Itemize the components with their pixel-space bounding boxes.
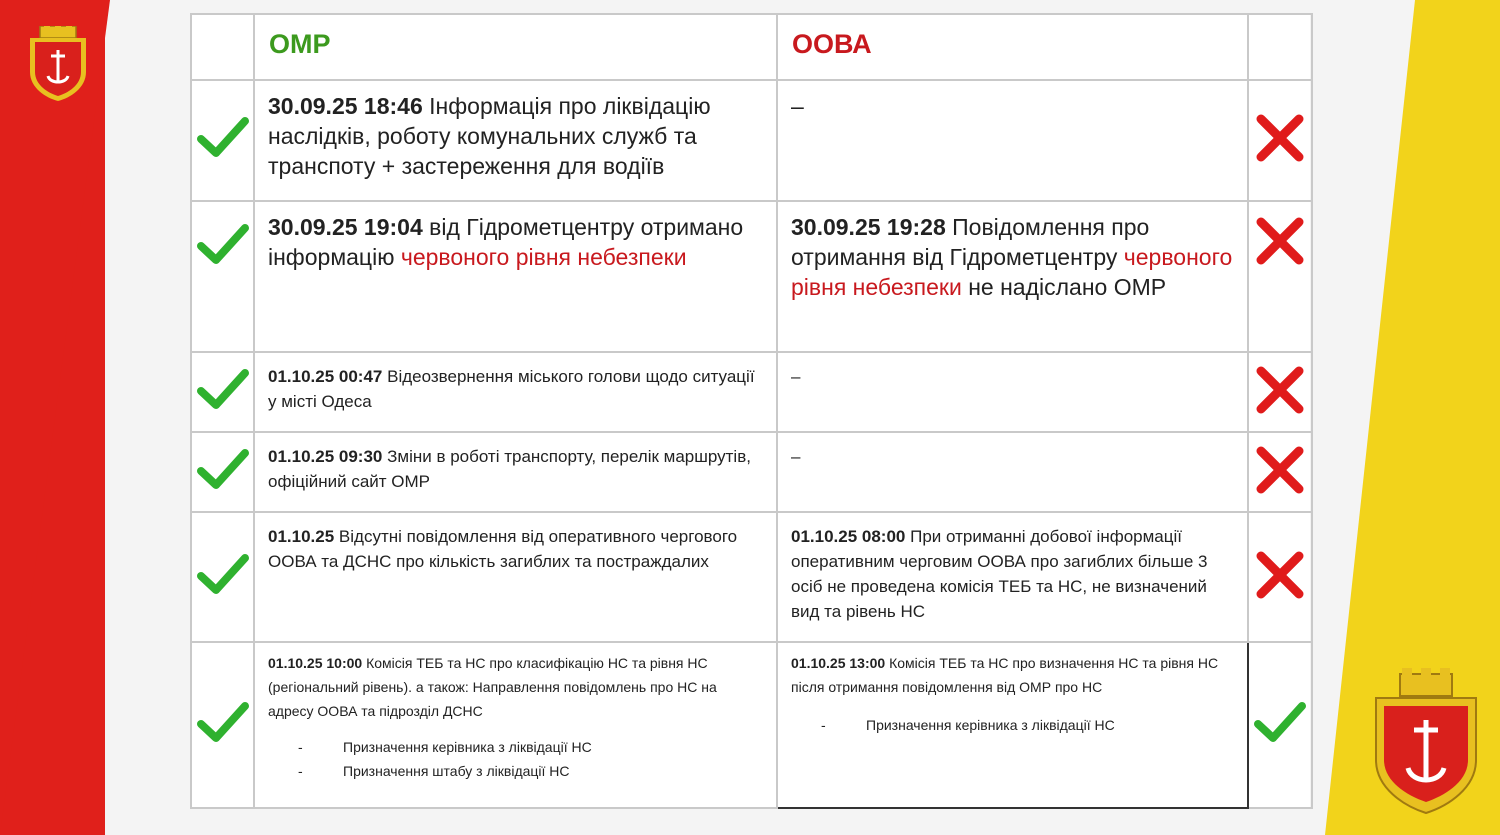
cross-icon [1248,352,1312,432]
oova-cell [777,642,1248,808]
omr-cell [254,352,777,432]
table-row [191,432,1312,512]
header-oova: ООВА [777,14,1248,80]
omr-red-text: червоного рівня небезпеки [400,244,687,270]
omr-time: 30.09.25 19:04 [268,214,423,240]
omr-bullet: Призначення керівника з ліквідації НС [343,739,592,755]
oova-text: – [791,447,801,466]
omr-text: Зміни в роботі транспорту, перелік маршрутів, офіційний сайт ОМР [268,447,751,491]
list-item: - Призначення керівника з ліквідації НС [791,713,1237,737]
table-row [191,352,1312,432]
oova-text: – [791,93,804,119]
omr-text: Відеозвернення міського голови щодо ситуації у місті Одеса [268,367,755,411]
omr-time: 30.09.25 18:46 [268,93,423,119]
oova-time: 01.10.25 13:00 [791,655,886,671]
check-icon [191,512,254,642]
check-icon [191,352,254,432]
check-icon [191,432,254,512]
oova-red-text: червоного рівня небезпеки [791,244,1233,300]
omr-bullet: Призначення штабу з ліквідації НС [343,763,570,779]
oova-cell [777,512,1248,642]
odesa-coat-of-arms-icon [26,26,90,107]
omr-text: Інформація про ліквідацію наслідків, роботу комунальних служб та транспоту + застереження для водіїв [268,93,711,179]
omr-text: від Гідрометцентру отримано інформацію [268,214,744,270]
cross-icon [1248,201,1312,352]
oova-cell [777,80,1248,201]
oova-time: 01.10.25 08:00 [791,527,906,546]
header-empty-left [191,14,254,80]
left-red-diagonal [0,0,110,835]
omr-time: 01.10.25 00:47 [268,367,383,386]
list-item: - Призначення штабу з ліквідації НС [268,759,766,783]
oova-cell [777,352,1248,432]
table-row [191,642,1312,808]
oova-text: – [791,367,801,386]
table-row [191,201,1312,352]
check-icon [191,80,254,201]
oova-text: Комісія ТЕБ та НС про визначення НС та рівня НС після отримання повідомлення від ОМР про НС [791,655,1219,695]
oova-cell [777,432,1248,512]
omr-time: 01.10.25 [268,527,335,546]
oova-bullet: Призначення керівника з ліквідації НС [866,717,1115,733]
oova-time: 30.09.25 19:28 [791,214,946,240]
check-icon [191,201,254,352]
cross-icon [1248,80,1312,201]
omr-cell [254,80,777,201]
oova-text: Повідомлення про отримання від Гідрометцентру [791,214,1150,270]
header-empty-right [1248,14,1312,80]
list-item: - Призначення керівника з ліквідації НС [268,735,766,759]
check-icon [191,642,254,808]
omr-time: 01.10.25 10:00 [268,655,363,671]
oova-cell [777,201,1248,352]
table-row [191,80,1312,201]
omr-cell [254,432,777,512]
cross-icon [1248,512,1312,642]
odesa-coat-of-arms-icon [1372,668,1480,819]
omr-cell [254,201,777,352]
omr-text: Комісія ТЕБ та НС про класифікацію НС та рівня НС (регіональний рівень). а також: Направлення повідомлень про НС на адресу ООВА та підрозділ ДСНС [268,655,717,719]
comparison-table [190,13,1313,809]
omr-cell [254,512,777,642]
table-header-row [191,14,1312,80]
omr-text: Відсутні повідомлення від оперативного чергового ООВА та ДСНС про кількість загиблих та постраждалих [268,527,738,571]
omr-cell [254,642,777,808]
oova-tail-text: не надіслано ОМР [961,274,1167,300]
table-row [191,512,1312,642]
oova-text: При отриманні добової інформації оперативним черговим ООВА про загиблих більше 3 осіб не проведена комісія ТЕБ та НС, не визначений вид та рівень НС [791,527,1208,621]
cross-icon [1248,432,1312,512]
omr-time: 01.10.25 09:30 [268,447,383,466]
header-omr: ОМР [254,14,777,80]
check-icon [1248,642,1312,808]
